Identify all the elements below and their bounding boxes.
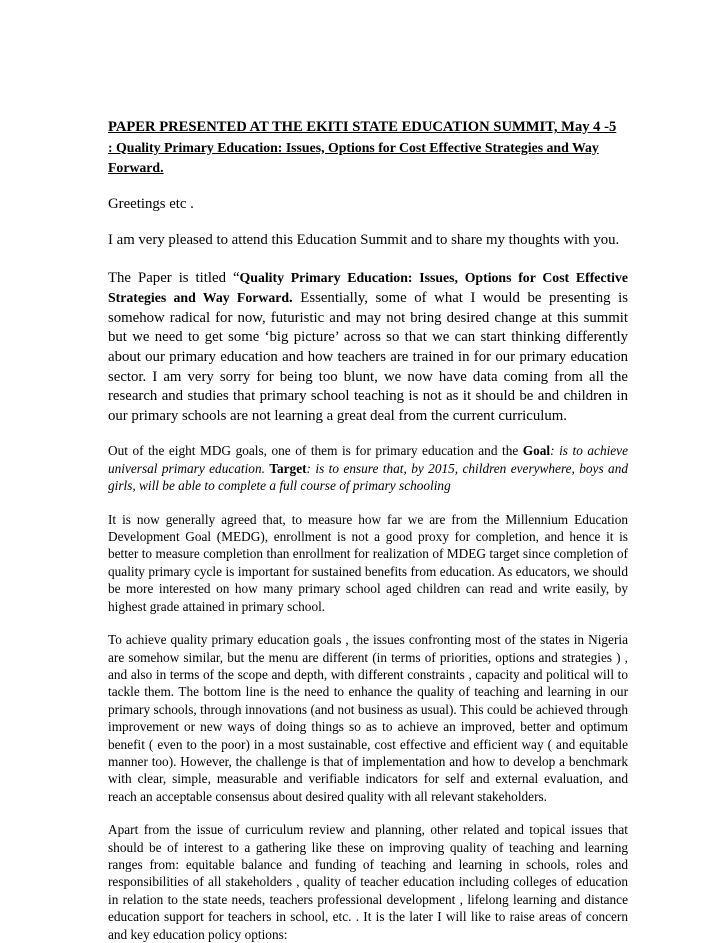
intro-paragraph: I am very pleased to attend this Education Summit and to share my thoughts with you. — [108, 232, 620, 249]
quality-paragraph: To achieve quality primary education goals , the issues confronting most of the states in Nigeria are somehow similar, but the menu are different (in terms of priorities, options and strategies ) , and also in terms of the scope and depth, with different constraints , capacity and political will to tackle them. The bottom line is the need to enhance the quality of teaching and learning in our primary schools, through innovations (and not business as usual). This could be achieved through improvement or new ways of doing things so as to achieve an improved, better and optimum benefit ( even to the poor) in a most sustainable, cost effective and efficient way ( and equitable manner too). However, the challenge is that of implementation and how to develop a benchmark with clear, simple, measurable and verifiable indicators for self and external evaluation, and reach an acceptable consensus about desired quality with all relevant stakeholders. — [108, 632, 628, 804]
title-rest: Essentially, some of what I would be presenting is somehow radical for now, futuristic and may not bring desired change at this summit but we need to get some ‘big picture’ across so that we can start thinking differently about our primary education and how teachers are trained in for our primary education sector. I am very sorry for being too blunt, we now have data coming from all the research and studies that primary school teaching is not as it should be and children in our primary schools are not learning a great deal from the current curriculum. — [108, 290, 628, 424]
heading-line-1: PAPER PRESENTED AT THE EKITI STATE EDUCATION SUMMIT, May 4 -5 — [108, 119, 617, 135]
curriculum-paragraph: Apart from the issue of curriculum review and planning, other related and topical issues that should be of interest to a gathering like these on improving quality of teaching and learning ranges from: equitable balance and funding of teaching and learning in schools, roles and responsibilities of all stakeholders , quality of teacher education including colleges of education in relation to the state needs, teachers professional development , lifelong learning and distance education support for teachers in school, etc. . It is the later I will like to raise areas of concern and key education policy options: — [108, 822, 628, 942]
medg-paragraph: It is now generally agreed that, to measure how far we are from the Millennium Education Development Goal (MEDG), enrollment is not a good proxy for completion, and hence it is better to measure completion than enrollment for realization of MDEG target since completion of quality primary cycle is important for sustained benefits from education. As educators, we should be more interested on how many primary school aged children can read and write easily, by highest grade attained in primary school. — [108, 511, 628, 614]
target-text: : is to ensure that, by 2015, children everywhere, boys and girls, will be able to complete a full course of primary schooling — [108, 460, 628, 494]
document-heading — [108, 118, 628, 179]
mdg-lead: Out of the eight MDG goals, one of them is for primary education and the — [108, 443, 523, 459]
goal-text: : is to achieve universal primary education. — [108, 443, 628, 476]
title-lead: The Paper is titled “ — [108, 269, 240, 286]
target-label: Target — [269, 460, 307, 476]
mdg-paragraph — [108, 442, 628, 494]
title-bold-dot: . — [289, 290, 301, 307]
heading-line-2: : Quality Primary Education: Issues, Options for Cost Effective Strategies and Way Forward. — [108, 139, 599, 175]
title-bold: Quality Primary Education: Issues, Options for Cost Effective Strategies and Way Forward — [108, 269, 628, 306]
title-paragraph — [108, 268, 628, 427]
goal-label: Goal — [522, 443, 551, 459]
greeting-paragraph: Greetings etc . — [108, 195, 194, 212]
